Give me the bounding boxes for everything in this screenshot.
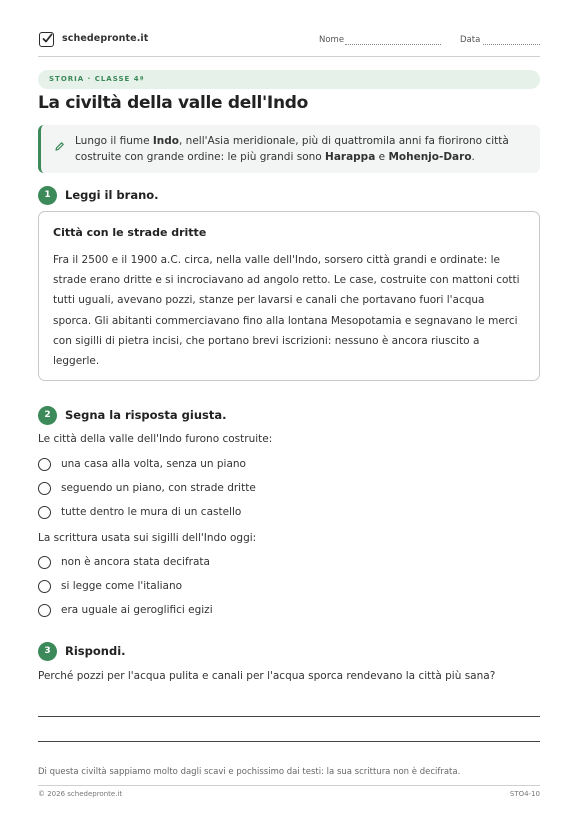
- subject-tag-label: STORIA · CLASSE 4ª: [49, 75, 145, 83]
- worksheet-page: schedepronte.it Nome Data STORIA · CLASSE 4ª La civiltà della valle dell'Indo Lungo il fiume Indo, nell'Asia meridionale, più di quattromila anni fa fiorirono città costruite con grande ordine: le più grandi sono Harappa e Mohenjo-Daro. 1 Leggi il brano. Città con le strade dritte Fra il 2500 e il 1900 a.C. circa, nella valle dell'Indo, sorsero città grandi e ordinate: le strade erano dritte e si incrociavano ad angolo retto. Le case, costruite con mattoni cotti tutti uguali, avevano pozzi, stanze per lavarsi e canali che portavano fuori l'acqua sporca. Gli abitanti commerciavano fino alla lontana Mesopotamia e segnavano le merci con sigilli di pietra incisi, che portano brevi iscrizioni: nessuno è ancora riuscito a leggerle. 2 Segna la risposta giusta. Le città della valle dell'Indo furono costruite: una casa alla volta, senza un piano seguendo un piano, con strade dritte tutte dentro le mura di un castello La scrittura usata sui sigilli dell'Indo oggi: non è ancora stata decifrata si legge come l'italiano era uguale ai geroglifici egizi 3 Rispondi. Perché pozzi per l'acqua pulita e canali per l'acqua sporca rendevano la città più sana? Di questa civiltà sappiamo molto dagli scavi e pochissimo dai testi: la sua scrittura non è decifrata. © 2026 schedepronte.it STO4-10: [38, 0, 540, 819]
- brand-name: schedepronte.it: [62, 33, 149, 44]
- page-title: La civiltà della valle dell'Indo: [38, 93, 309, 113]
- section-title: Leggi il brano.: [65, 188, 159, 202]
- question-1: Le città della valle dell'Indo furono costruite:: [38, 433, 273, 445]
- radio-circle[interactable]: [38, 604, 51, 617]
- section-title: Rispondi.: [65, 644, 126, 658]
- page-header: [38, 30, 540, 52]
- copyright: © 2026 schedepronte.it: [38, 790, 123, 798]
- section-number: 2: [38, 406, 57, 425]
- name-label: Nome: [319, 35, 345, 45]
- radio-circle[interactable]: [38, 458, 51, 471]
- question-2: La scrittura usata sui sigilli dell'Indo oggi:: [38, 532, 257, 544]
- header-divider: [38, 56, 540, 57]
- answer-line[interactable]: [38, 716, 540, 717]
- radio-circle[interactable]: [38, 556, 51, 569]
- radio-circle[interactable]: [38, 580, 51, 593]
- pencil-icon: [54, 137, 65, 156]
- sheet-code: STO4-10: [509, 790, 540, 798]
- question-3: Perché pozzi per l'acqua pulita e canali per l'acqua sporca rendevano la città più sana?: [38, 670, 496, 682]
- section-number: 1: [38, 186, 57, 205]
- section-title: Segna la risposta giusta.: [65, 408, 227, 422]
- reading-title: Città con le strade dritte: [53, 226, 207, 239]
- checkbox-logo-icon: [39, 32, 54, 47]
- section-number: 3: [38, 642, 57, 661]
- reading-text: Fra il 2500 e il 1900 a.C. circa, nella valle dell'Indo, sorsero città grandi e ordinate: le strade erano dritte e si incrociavano ad angolo retto. Le case, costruite con mattoni cotti tutti uguali, avevano pozzi, stanze per lavarsi e canali che portavano fuori l'acqua sporca. Gli abitanti commerciavano fino alla lontana Mesopotamia e segnavano le merci con sigilli di pietra incisi, che portano brevi iscrizioni: nessuno è ancora riuscito a leggerle.: [53, 254, 520, 368]
- reading-box: [38, 211, 540, 381]
- footnote: Di questa civiltà sappiamo molto dagli scavi e pochissimo dai testi: la sua scrittura non è decifrata.: [38, 767, 461, 777]
- answer-line[interactable]: [38, 741, 540, 742]
- date-label: Data: [460, 35, 481, 45]
- date-field[interactable]: [483, 44, 540, 45]
- footer-divider: [38, 785, 540, 786]
- radio-circle[interactable]: [38, 482, 51, 495]
- intro-box: [38, 125, 540, 173]
- radio-circle[interactable]: [38, 506, 51, 519]
- intro-text: Lungo il fiume Indo, nell'Asia meridionale, più di quattromila anni fa fiorirono città costruite con grande ordine: le più grandi sono Harappa e Mohenjo-Daro.: [75, 135, 509, 163]
- name-field[interactable]: [345, 44, 441, 45]
- subject-tag: [38, 70, 540, 89]
